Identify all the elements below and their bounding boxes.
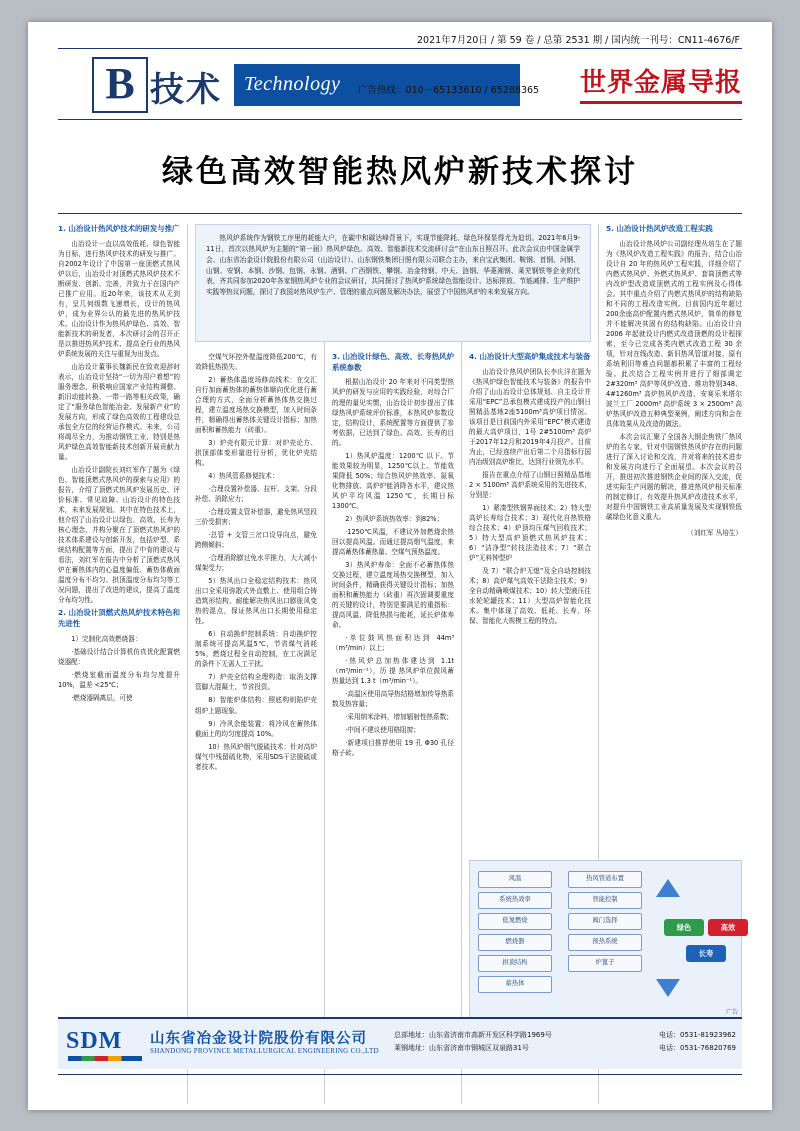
issue-line: 2021年7月20日 / 第 59 卷 / 总第 2531 期 / 国内统一刊号：CN11-4676/F	[417, 35, 740, 46]
body-paragraph: 空煤气环控外壁温度降低200℃，有效降低热损失。	[195, 353, 317, 372]
body-paragraph: ·燃烧室截面温度分布均匀度提升10%，温差 <25℃；	[58, 670, 180, 689]
diagram-node: 热风管道布置	[568, 871, 642, 888]
paper-name: 世界金属导报	[579, 68, 742, 98]
subsection-heading: 2. 山冶设计顶燃式热风炉技术特色和先进性	[58, 608, 180, 629]
diagram-node: 低氮燃烧	[478, 913, 552, 930]
ad-hotline: 广告热线：010－65133610 / 65288365	[358, 85, 540, 96]
arrow-up-icon	[656, 879, 680, 897]
section-title-en: Technology	[244, 73, 341, 95]
diagram-node: 蓄热体	[478, 976, 552, 993]
diagram-node: 风温	[478, 871, 552, 888]
diagram-left-column	[478, 871, 552, 997]
body-paragraph: 山冶设计热风炉公司副经理丛培生在了题为《热风炉改造工程实践》的报告，结合山冶设计自 20 年的热风炉工程实践，详细介绍了内燃式热风炉、外燃式热风炉、套筒顶燃式等内改炉型改造或顶燃式的工程实例及心得体会。其中重点介绍了内燃式热风炉的结构缺陷和不同的工程改造实例。目前国内近年超过200余座高炉配置内燃式热风炉，简单的修复并不能解决其固有的结构缺陷。山冶设计自 2006 年起就设计内燃式改造顶燃的设计程探索，至今已完成各类内燃式改造工程 30 余项，针对在线改造、新旧热风管道对接、原有系统利旧等难点问题都积累了丰富的工程经验。此次结合工程实例并进行了细部调定 2#320m³ 高炉等风炉改造、维功特别348、4#1260m³ 高炉热风炉改造、安赛乐米塔尔波兰工厂 2000m³ 高炉系统 3 × 2500m³ 高炉热风炉改造五种典型案例，阐述方向和会在具体效果从及改造的做法。	[606, 239, 742, 429]
body-paragraph: 1）完制化高效燃烧器：	[71, 634, 142, 643]
paper-logo	[580, 62, 742, 104]
body-paragraph: 2）蓄热体温度场修高线术：在交汇自行加面蓄热体的蓄热体顺向优化进行蓄合理的方式，全面分析蓄热体热交换过程，建立温度场热交换模型，加入时间条件，精确得出蓄热体关键设计指标；加热面积和蓄热能力（砖重）。	[195, 376, 317, 435]
body-paragraph: 9）冷风余能装置：将冷风在蓄热体截面上的均匀度提高 10%。	[195, 719, 317, 738]
body-paragraph: 及 7）“联合炉无熄”及全自动控制技术；8）高炉煤气高效干法除尘技术；9）全自动精确喷煤技术；10）转大型液压往水轮轮罐技术；11）大型高炉智能化技术。集中体现了高效、低耗、长寿、环保、智能化大规模工程的特点。	[469, 567, 591, 626]
body-paragraph: 7）炉壳全结构全理构造：取消支撑管脚大混凝土、节省投资。	[195, 673, 317, 692]
column-divider-2	[324, 224, 325, 1104]
footer-addr-branch-row	[394, 1042, 552, 1055]
diagram-node: 智能控制	[568, 892, 642, 909]
body-paragraph: ·热风炉总加热体建达到 1.1t（m³/min⁻¹），历 提 热风炉单位鼓风蓄热量达到 1.3 t（m³/min⁻¹）。	[332, 656, 454, 685]
page-footer	[58, 1009, 742, 1069]
badge-blue: 长寿	[686, 945, 726, 962]
body-paragraph: 根据山冶设计 20 年来对不同类型热风炉的研发与应用的实践经验，对综合厂的理的量见实惯，山冶设计初步提出了体绿热风炉系统评价标准，本热风炉参数设定，结构设计，系统配置等方面提供了参考依据，已达到了绿色、高效、长寿的目的。	[332, 378, 454, 447]
subsection-heading: 5. 山冶设计热风炉改造工程实践	[606, 224, 713, 233]
column-divider-1	[187, 224, 188, 1104]
article-byline: （刘红军 丛培生）	[687, 529, 742, 538]
footer-tel-2: 0531-76820769	[680, 1044, 736, 1053]
body-paragraph: ·高温区使用高导热结格增加传导热系数及热容量；	[332, 689, 454, 708]
body-paragraph: 报告在重点介绍了山钢日照精品基地 2 × 5100m³ 高炉系统采用的先进技术，分别是：	[469, 470, 591, 499]
abstract-text: 热风炉系统作为钢铁工序里的耗能大户，在碳中和碳达峰背景下，实现节能降耗、绿色环保显得尤为迫切。2021年6月9-11日，首次以热风炉为主题的“第一届）热风炉绿色、高效、智能新技术交流研讨会”在山东日照召开。此次会议由中国金属学会、山东省冶金设计院股份有限公司（山冶设计）、山东钢铁集团日照有限公司联合主办，来自宝武集团、鞍钢、首钢、河钢、山钢、安钢、本钢、沙钢、包钢、永钢、酒钢、广西钢铁、攀钢、冶金特钢、中天、涟钢、华菱湘钢、莱芜钢铁等企业的代表，齐共同参加2020年各家钢热风炉专业的会议研讨，共同探讨了热风炉系统绿色智能设计、达标排放、节能减排、生产维护实践等热议问题，探讨了我国对热风炉生产、管理的重点问题及解决办法，展望了中国热风炉的未来发展方向。	[206, 234, 580, 297]
footer-tel-row-1	[659, 1029, 736, 1042]
diagram-mid-column	[568, 871, 642, 976]
body-paragraph: 山冶设计热风炉团队长李庆洋在题为《热风炉绿色智能技术与装备》的报告中介绍了山山冶设计总体规划、自主设计并采用“EPC”总承包模式建成投产的山钢日照精品基地2座5100m³高炉项目情况。该项目是目前国内外采用“EPC”模式建造的最大高炉项目，1号 2#5100m³ 高炉于2017年12月和2019年4月投产。目前为止，已经连续产出后第二个月指标行国内冶级别高炉维比，达到行业领先水平。	[469, 367, 591, 466]
footer-addr-branch-label: 莱钢地址：	[394, 1044, 429, 1053]
column-3	[332, 352, 454, 761]
subsection-heading: 4. 山冶设计大型高炉集成技术与装备	[469, 352, 591, 361]
page-bottom-rule	[58, 1074, 742, 1075]
article-headline: 绿色高效智能热风炉新技术探讨	[162, 154, 638, 190]
column-2	[195, 352, 317, 775]
body-paragraph: 3）炉壳有限元计算：对炉壳论方、拱顶部体变形量进行分析，优化炉壳结构。	[195, 439, 317, 468]
column-1	[58, 224, 180, 706]
body-paragraph: 6）自动换炉控制系统：自动换炉控制系统可提高风温5℃，节省煤气消耗 5%，燃烧过程全自动控制，在工况满足的条件下无需人工干扰。	[195, 630, 317, 669]
footer-addr-head-label: 总部地址：	[394, 1031, 429, 1039]
badge-green: 绿色	[664, 919, 704, 936]
diagram-node: 拱顶结构	[478, 955, 552, 972]
diagram-node: 燃烧器	[478, 934, 552, 951]
body-paragraph: ·中间不建议使用格阻窗；	[345, 725, 420, 734]
ad-flag: 广告	[725, 1009, 738, 1016]
body-paragraph: ·合理消除膨过免水平推力，大大减小煤架受力；	[195, 554, 317, 573]
headline-rule	[58, 213, 742, 214]
subsection-heading: 3. 山冶设计绿色、高效、长寿热风炉系统参数	[332, 352, 454, 372]
company-name-en: SHANDONG PROVINCE METALLURGICAL ENGINEERING CO.,LTD	[150, 1047, 379, 1055]
body-paragraph: ·燃烧器隔离层，可使	[71, 693, 133, 702]
abstract-box	[195, 224, 591, 342]
footer-tel-row-2	[659, 1042, 736, 1055]
masthead-bottom-rule	[58, 119, 742, 120]
body-paragraph: 山冶设计一直以高效低耗、绿色智能为目标，进行热风炉技术的研发与推广。自2002年设计了中国第一座顶燃式热风炉以后，山冶设计对顶燃式热风炉技术不断研发、创新、完善，并致力于在国内产已推广应用。近20年来，该技术从无到有，呈几何级数飞速增长，设计的热风炉，成为业界公认的最先进的热风炉技术。山冶设计作为热风炉绿色、高效、智能新技术的研发者，本次研讨会的召开正是以推进热风炉技术、提高全行业的热风炉系统发展的关注与重视为出发点。	[58, 239, 180, 358]
company-logo-text: SDM	[66, 1028, 123, 1054]
company-logo	[66, 1028, 122, 1055]
body-paragraph: ·1250℃风温，不建议外加燃烧余热回以提高风温。而通过提高烟气温度，来提高蓄热体蓄热量、空煤气预热温度。	[332, 527, 454, 556]
diagram-node: 系统热效率	[478, 892, 552, 909]
footer-tel-1: 0531-81923962	[680, 1031, 736, 1039]
body-paragraph: ·采用纳米涂料，增加辐射性热系数；	[345, 712, 453, 721]
diagram-node: 预热系统	[568, 934, 642, 951]
footer-telephones	[659, 1029, 736, 1056]
masthead	[58, 35, 742, 120]
company-name-cn: 山东省冶金设计院股份有限公司	[150, 1031, 367, 1047]
section-letter: B	[92, 57, 148, 113]
footer-tel-label-1: 电话：	[659, 1031, 681, 1039]
body-paragraph: 4）热风管系修便技术：	[208, 472, 279, 481]
footer-addr-branch: 山东省济南市钢城区双泉路31号	[429, 1044, 529, 1053]
body-paragraph: 本次会议汇聚了全国各大钢企焦铁厂热风炉的名专家，针对中国钢铁热风炉存在的问题进行了深入讨论和交流，并对将来的技术进步和发展方向进行了全面展望。本次会议的召开，推进初次推进钢铁企业间的深入交流，促进实际生产问题的解决，推进热风炉相关标准的制定修订，有效提升热风炉改造技术水平，对提升中国钢铁工业高质量发展及实现钢铁低碳绿色化意义重大。	[606, 433, 742, 522]
body-paragraph: 山冶设计董事长魏新民在致欢迎辞时表示，山冶设计坚持“一切为用户着想”的服务理念，积极响应国家产业结构调整、新旧动能转换、一带一路等相关政策，确定了“服务绿色智能冶金、发展新产业”的发展方向，形成了绿色高效的工程建设总承包全方位的经营运作模式。未来，公司将竭尽全力，为推动钢铁工业、特别是热风炉绿色高效智能新技术创新开展贡献力量。	[58, 362, 180, 462]
body-paragraph: ·总管 + 支管三岔口设导向点，避免跨侧倾斜；	[195, 531, 317, 550]
body-paragraph: 10）热风炉烟气脱硫技术：针对高炉煤气中残留硫化物，采用SDS干法脱硫或者技术。	[195, 742, 317, 771]
section-title-cn: 技术	[150, 70, 222, 110]
paper-logo-underline	[580, 101, 742, 104]
body-paragraph: 1）热风炉温度：1200℃ 以下。节能效果较为明显，1250℃以上、节能效果降低 50%；综合热风炉热效率、氮氧化物排放、高炉炉能消降各水平，建议热风炉平均风温 1250℃，长期日标 1300℃。	[332, 451, 454, 510]
body-paragraph: 山冶设计副院长刘红军作了题为《绿色、智能顶燃式热风炉的探索与应用》的报告，介绍了顶燃式热风炉发展历史、评价标准、常见故障、山冶设计的特色技术，未来发展规划。其中在特色技术上，他介绍了山冶设计以绿色、高效、长寿为核心理念，并构分聚在了顶燃式热风炉的技术体系建设与创新开发，包括炉型、系统结构配置等方面，提出了中肯的建议与看法，刘红军在报告中分析了顶燃式热风炉在蓄热体内的心温度偏低、蓄热体截面温度分布不均匀、拱顶温度分布均匀等工况问题，提出了改进的建议，提高了温度分布均匀性。	[58, 466, 180, 605]
footer-addr-head-row	[394, 1029, 552, 1042]
body-paragraph: 1）紧凑型铁钢界面技术；2）特大型高炉长寿综合技术；3）现代化自热铁格综合技术；4）炉顶均压煤气回收技术；5）特大型高炉顶燃式热风炉技术；6）“洁净型”转技法造技术；7）“联合炉”无料钟型炉	[469, 503, 591, 563]
badge-red: 高效	[708, 919, 748, 936]
arrow-down-icon	[656, 979, 680, 997]
body-paragraph: 3）热风炉寿命：全面不必蓄热体热交换过程，建立温度场热交换模型，加入时间条件，精确获得关键设计指标；加热面积和蓄热能力（砖重）再次固调要重度的关键的设计，特别是要满足的重指标：提高风温、降低热损与能耗，延长炉体寿命。	[332, 560, 454, 629]
body-paragraph: 5）热风出口全稳定结构技术：热风出口全采用弥散式外直敷上、使用组合铸造筑形结构，耐能解决热风出口膨胀风变热的混点，保证热风出口长期使用稳定性。	[195, 577, 317, 626]
page-inner	[58, 35, 742, 1084]
body-paragraph: ·合理设置补偿器、拉杆、支架、分段补偿、消除应力；	[195, 485, 317, 504]
diagram-node: 阀门选择	[568, 913, 642, 930]
column-5	[606, 224, 742, 538]
column-divider-3	[461, 224, 462, 1104]
column-4	[469, 352, 591, 629]
concept-diagram	[469, 860, 742, 1028]
subsection-heading: 1. 山冶设计热风炉技术的研发与推广	[58, 224, 180, 233]
newspaper-page	[28, 22, 772, 1110]
body-paragraph: 2）热风炉系统热效率：到82%；	[345, 514, 444, 523]
body-paragraph: ·基础设计结合计算机仿真优化配置燃烧器配：	[58, 647, 180, 666]
body-paragraph: ·合理设置支管补偿器，避免热风竖段三价受损害；	[195, 508, 317, 527]
footer-tel-label-2: 电话：	[659, 1044, 681, 1053]
masthead-top-rule	[58, 48, 742, 49]
body-paragraph: ·新建项目推荐使用 19 孔 Φ30 孔径格子砖。	[332, 738, 454, 757]
footer-addr-head: 山东省济南市高新开发区科学路1969号	[429, 1031, 552, 1039]
footer-addresses	[394, 1029, 552, 1056]
company-logo-bars	[68, 1056, 142, 1061]
body-paragraph: 8）智能炉体结构：照底构则陷炉壳组炉上题现象。	[195, 696, 317, 715]
diagram-node: 炉篦子	[568, 955, 642, 972]
body-paragraph: ·单位鼓风热面积达到 44m³（m³/min）以上；	[332, 633, 454, 652]
